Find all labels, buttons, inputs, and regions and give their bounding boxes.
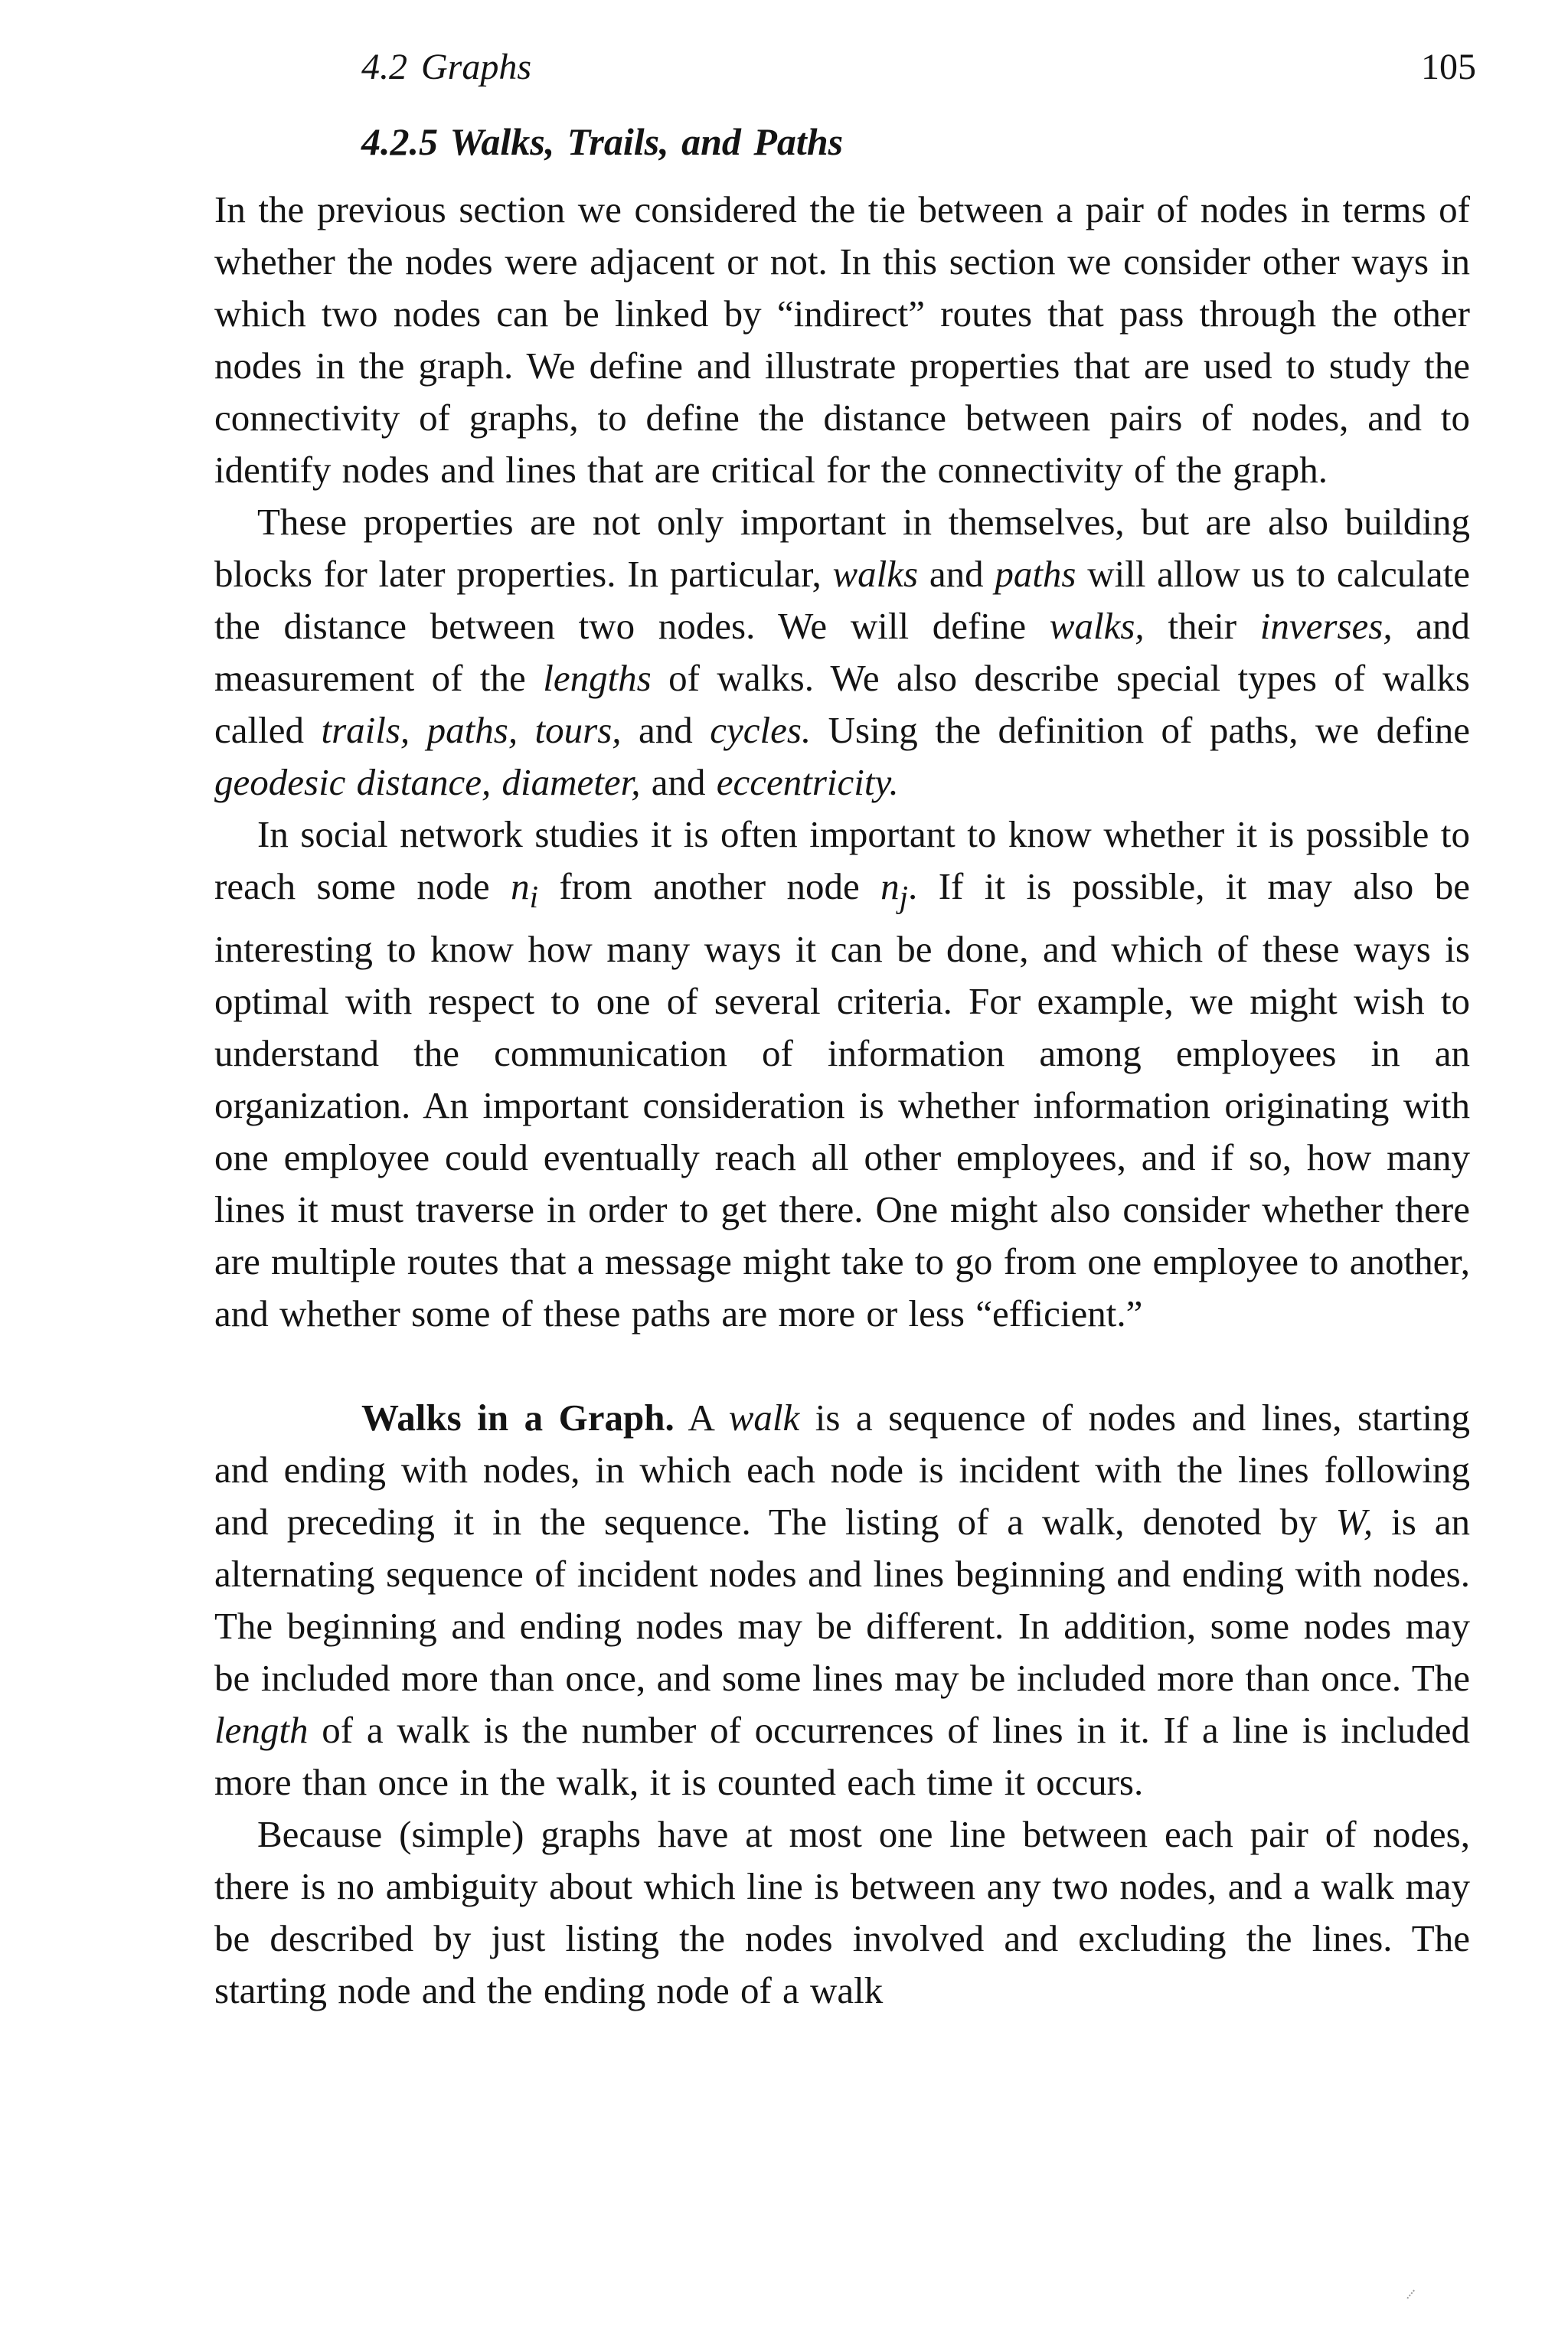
text-span: is a sequence of nodes and lines, starting and ending with nodes, in which each node is incident with the lines following and preceding it in the sequence. The listing of a walk, denoted by bbox=[214, 1396, 1470, 1543]
paragraph-properties bbox=[214, 496, 1470, 809]
page-number: 105 bbox=[1421, 47, 1476, 87]
text-span: of a walk is the number of occurrences of lines in it. If a line is included more than once in the walk, it is counted each time it occurs. bbox=[214, 1708, 1470, 1803]
term-length: length bbox=[214, 1708, 309, 1751]
paragraph-reachability bbox=[214, 809, 1470, 1340]
text-span: Using the definition of paths, we define bbox=[811, 709, 1471, 751]
term-cycles: cycles. bbox=[710, 709, 812, 751]
math-node: n bbox=[880, 865, 900, 907]
paragraph-simple-graphs: Because (simple) graphs have at most one line between each pair of nodes, there is no ambiguity about which line is between any two nodes, and a walk may be described by just listing the nodes involved and excluding the lines. The starting node and the ending node of a walk bbox=[214, 1812, 1470, 2011]
text-span: In social network studies it is often important to know whether it is possible to reach some node bbox=[214, 813, 1470, 907]
text-span: and bbox=[918, 553, 995, 595]
term-walk: walk bbox=[728, 1396, 800, 1439]
body-text bbox=[214, 184, 1470, 2017]
text-span: and bbox=[640, 761, 717, 803]
term-paths: paths bbox=[995, 553, 1076, 595]
math-walk-symbol: W, bbox=[1335, 1500, 1374, 1543]
math-node: n bbox=[511, 865, 530, 907]
section-heading: 4.2.5 Walks, Trails, and Paths bbox=[361, 120, 844, 163]
math-subscript: i bbox=[529, 879, 538, 914]
paragraph-walks-in-graph bbox=[214, 1392, 1470, 1808]
term-trails-paths-tours: trails, paths, tours, bbox=[321, 709, 622, 751]
term-lengths: lengths bbox=[543, 657, 652, 699]
text-span: of walks. We also describe special types of walks called bbox=[214, 657, 1470, 751]
math-subscript: j bbox=[899, 879, 908, 914]
term-geodesic-diameter: geodesic distance, diameter, bbox=[214, 761, 641, 803]
running-head: 4.2 Graphs bbox=[361, 47, 532, 87]
text-span: A bbox=[674, 1396, 729, 1439]
text-span: and measurement of the bbox=[214, 605, 1471, 699]
text-span: . If it is possible, it may also be interesting to know how many ways it can be done, and which of these ways is optimal with respect to one of several criteria. For example, we might wish to understand the communication of information among employees in an organization. An important consideration is whether information originating with one employee could eventually reach all other employees, and if so, how many lines it must traverse in order to get there. One might also consider whether there are multiple routes that a message might take to go from one employee to another, and whether some of these paths are more or less “efficient.” bbox=[214, 865, 1470, 1335]
text-span: will allow us to calculate the distance between two nodes. We will define bbox=[214, 553, 1470, 647]
text-span: from another node bbox=[537, 865, 881, 907]
text-span: and bbox=[621, 709, 710, 751]
term-inverses: inverses, bbox=[1259, 605, 1393, 647]
term-walks: walks bbox=[832, 553, 919, 595]
paragraph-intro: In the previous section we considered the tie between a pair of nodes in terms of whether the nodes were adjacent or not. In this section we consider other ways in which two nodes can be linked by “indirect” routes that pass through the other nodes in the graph. We define and illustrate properties that are used to study the connectivity of graphs, to define the distance between pairs of nodes, and to identify nodes and lines that are critical for the connectivity of the graph. bbox=[214, 188, 1470, 491]
term-eccentricity: eccentricity. bbox=[716, 761, 899, 803]
text-span: These properties are not only important in themselves, but are also building blocks for later properties. In particular, bbox=[214, 501, 1470, 595]
scan-speck bbox=[1406, 2289, 1423, 2305]
text-span: their bbox=[1144, 605, 1260, 647]
text-span: is an alternating sequence of incident nodes and lines beginning and ending with nodes. The beginning and ending nodes may be different. In addition, some nodes may be included more than once, and some lines may be included more than once. The bbox=[214, 1500, 1470, 1699]
term-walks: walks, bbox=[1049, 605, 1145, 647]
run-in-heading: Walks in a Graph. bbox=[361, 1396, 675, 1439]
